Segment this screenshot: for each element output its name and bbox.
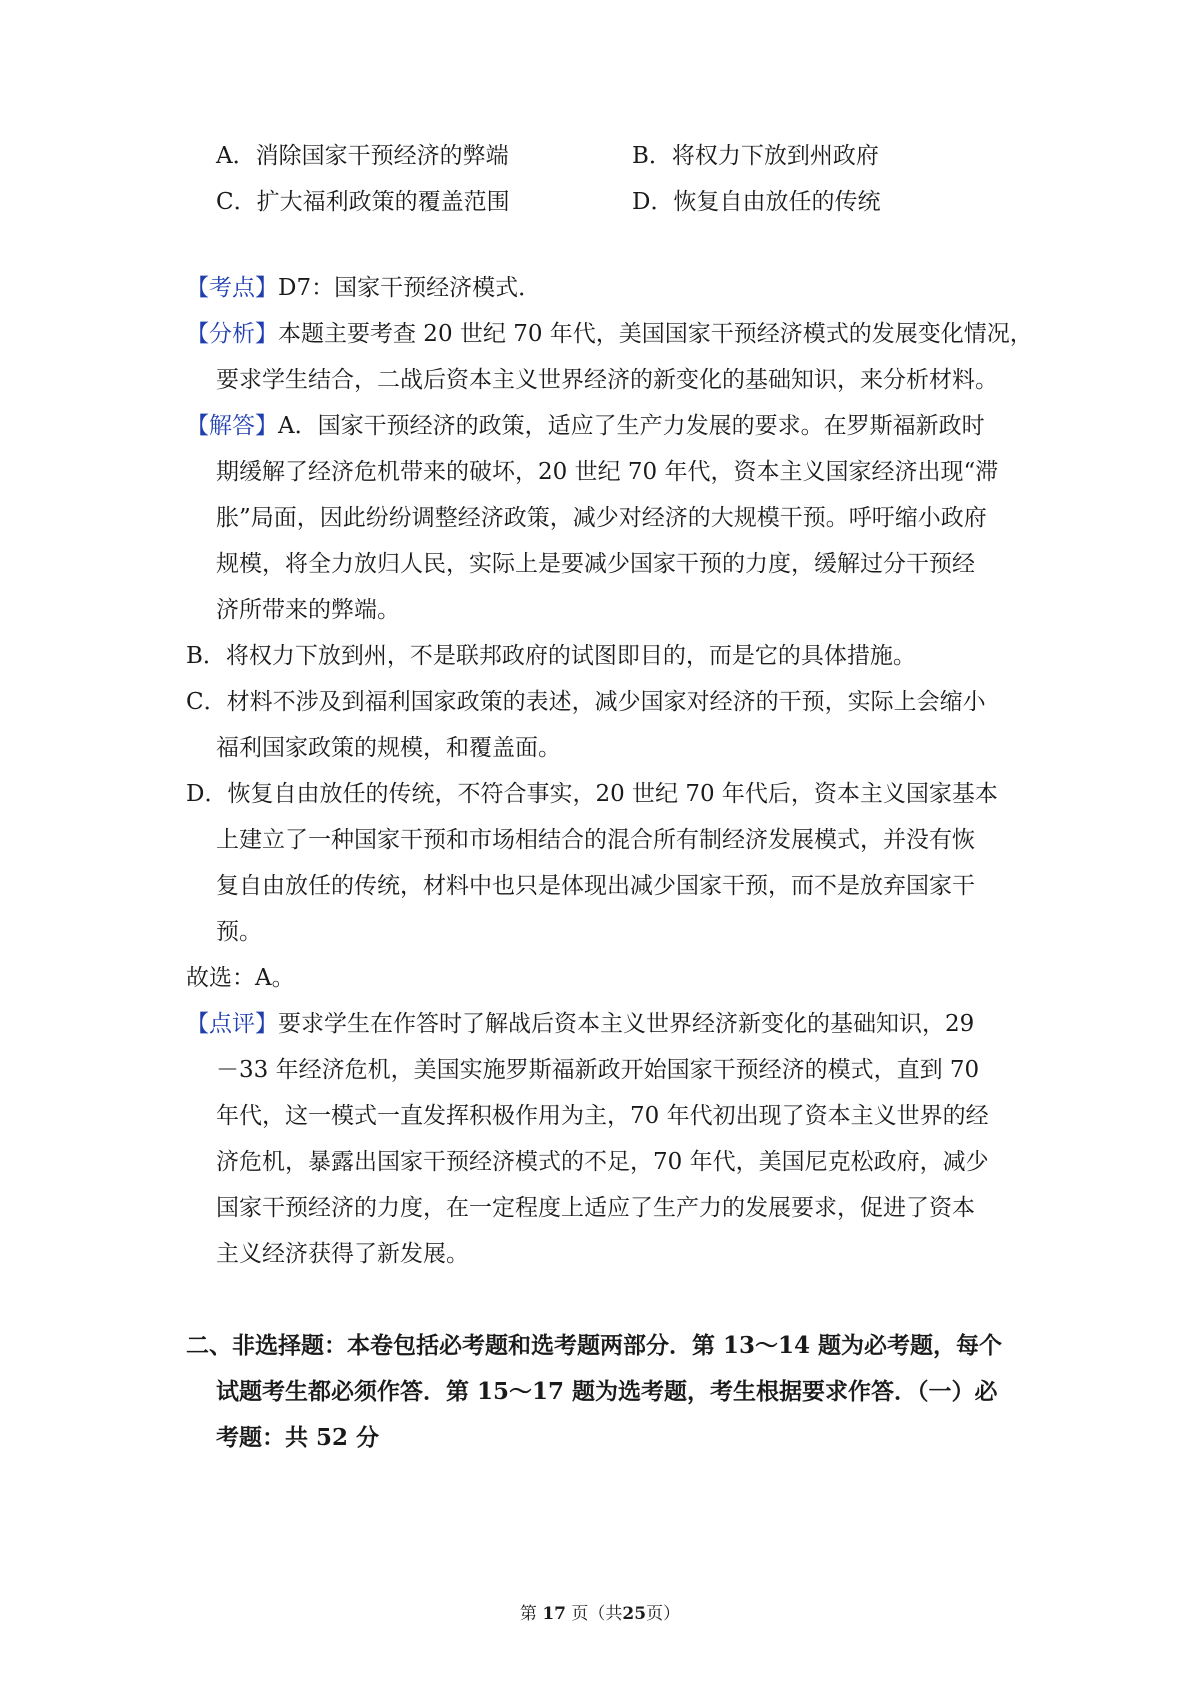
jieda-d-line-3: 复自由放任的传统，材料中也只是体现出减少国家干预，而不是放弃国家干 <box>216 873 975 899</box>
fenxi-tag: 【分析】 <box>186 321 278 347</box>
answer-line: 故选：A。 <box>186 965 295 991</box>
option-d: D．恢复自由放任的传统 <box>632 189 881 215</box>
dianping-line-2: －33 年经济危机，美国实施罗斯福新政开始国家干预经济的模式，直到 70 <box>216 1057 980 1083</box>
footer-prefix: 第 <box>519 1604 537 1624</box>
jieda-line-1 <box>186 410 985 442</box>
kaodian-tag: 【考点】 <box>186 275 278 301</box>
jieda-line-4: 规模，将全力放归人民，实际上是要减少国家干预的力度，缓解过分干预经 <box>216 551 975 577</box>
dianping-line-5: 国家干预经济的力度，在一定程度上适应了生产力的发展要求，促进了资本 <box>216 1195 975 1221</box>
dianping-line-1 <box>186 1008 974 1040</box>
dianping-tag: 【点评】 <box>186 1011 278 1037</box>
fenxi-line-1 <box>186 318 1033 350</box>
jieda-c-line-1: C．材料不涉及到福利国家政策的表述，减少国家对经济的干预，实际上会缩小 <box>186 689 986 715</box>
option-c: C．扩大福利政策的覆盖范围 <box>216 189 510 215</box>
dianping-line-6: 主义经济获得了新发展。 <box>216 1241 469 1267</box>
jieda-b-line-1: B．将权力下放到州，不是联邦政府的试图即目的，而是它的具体措施。 <box>186 643 916 669</box>
footer-suffix: 页） <box>646 1604 681 1624</box>
jieda-line-5: 济所带来的弊端。 <box>216 597 400 623</box>
kaodian-text: D7：国家干预经济模式． <box>278 275 542 301</box>
jieda-c-line-2: 福利国家政策的规模，和覆盖面。 <box>216 735 561 761</box>
jieda-line-3: 胀”局面，因此纷纷调整经济政策，减少对经济的大规模干预。呼吁缩小政府 <box>216 505 987 531</box>
jieda-d-line-4: 预。 <box>216 919 262 945</box>
fenxi-line-2: 要求学生结合，二战后资本主义世界经济的新变化的基础知识，来分析材料。 <box>216 367 998 393</box>
dianping-line-3: 年代，这一模式一直发挥积极作用为主，70 年代初出现了资本主义世界的经 <box>216 1103 989 1129</box>
footer-page-number: 17 <box>542 1604 566 1624</box>
jieda-text-1: A．国家干预经济的政策，适应了生产力发展的要求。在罗斯福新政时 <box>278 413 985 439</box>
dianping-text-1: 要求学生在作答时了解战后资本主义世界经济新变化的基础知识，29 <box>278 1011 975 1037</box>
option-b: B．将权力下放到州政府 <box>632 143 879 169</box>
footer-total-pages: 25 <box>622 1604 647 1624</box>
page-footer <box>0 1602 1200 1626</box>
jieda-line-2: 期缓解了经济危机带来的破坏，20 世纪 70 年代，资本主义国家经济出现“滞 <box>216 459 999 485</box>
footer-middle: 页（共 <box>571 1604 623 1624</box>
dianping-line-4: 济危机，暴露出国家干预经济模式的不足，70 年代，美国尼克松政府，减少 <box>216 1149 989 1175</box>
jieda-d-line-2: 上建立了一种国家干预和市场相结合的混合所有制经济发展模式，并没有恢 <box>216 827 975 853</box>
option-a: A．消除国家干预经济的弊端 <box>216 143 509 169</box>
section2-heading-line-1: 二、非选择题：本卷包括必考题和选考题两部分．第 13～14 题为必考题，每个 <box>186 1332 1003 1359</box>
section2-heading-line-3: 考题：共 52 分 <box>216 1424 380 1451</box>
section2-heading-line-2: 试题考生都必须作答．第 15～17 题为选考题，考生根据要求作答．（一）必 <box>216 1378 998 1405</box>
jieda-tag: 【解答】 <box>186 413 278 439</box>
kaodian-line <box>186 272 541 304</box>
fenxi-text-1: 本题主要考查 20 世纪 70 年代，美国国家干预经济模式的发展变化情况， <box>278 321 1033 347</box>
jieda-d-line-1: D．恢复自由放任的传统，不符合事实，20 世纪 70 年代后，资本主义国家基本 <box>186 781 998 807</box>
